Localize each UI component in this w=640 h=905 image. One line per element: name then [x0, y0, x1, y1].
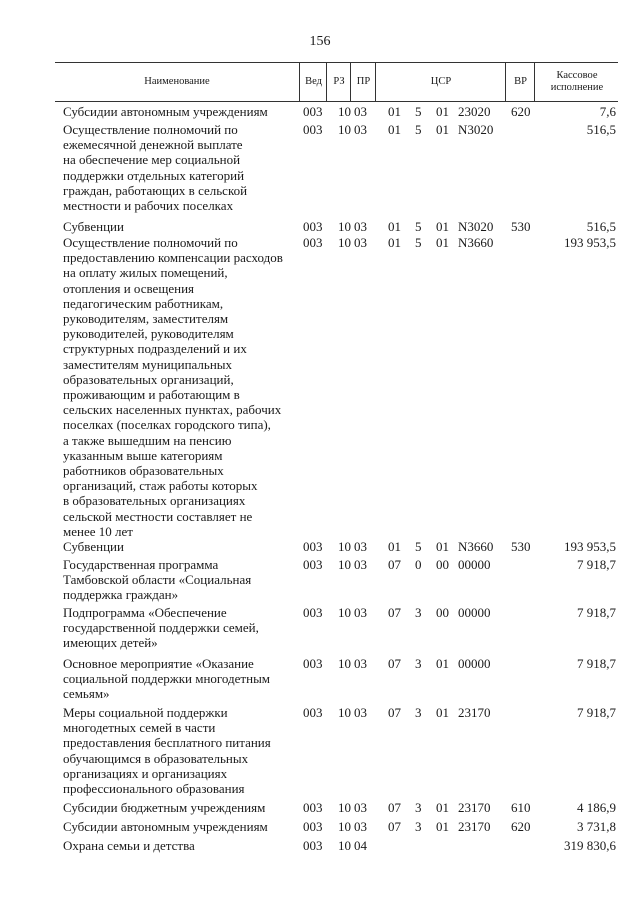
row-pr: 03	[354, 819, 367, 834]
row-csr-2: 3	[415, 605, 422, 620]
row-csr-2: 3	[415, 800, 422, 815]
row-vr: 610	[511, 800, 531, 815]
row-rz: 10	[338, 104, 351, 119]
row-csr-1: 01	[388, 104, 401, 119]
header-ved: Вед	[299, 63, 327, 101]
row-amount: 4 186,9	[577, 800, 616, 815]
row-csr-1: 01	[388, 539, 401, 554]
row-amount: 319 830,6	[564, 838, 616, 853]
row-pr: 03	[354, 122, 367, 137]
row-csr-1: 07	[388, 605, 401, 620]
row-name: Субсидии бюджетным учреждениям	[63, 800, 266, 815]
row-name: Осуществление полномочий по предоставлению компенсации расходов на оплату жилых помещений, отопления и освещения педагогическим работникам, руководителям, заместителям руководителей, руководителям структурных подразделений и их заместителям муниципальных образовательных организаций, проживающим и работающим в сельских населенных пунктах, рабочих поселках (поселках городского типа), а также вышедшим на пенсию указанным выше категориям работников образовательных организаций, стаж работы которых в образовательных организациях сельской местности составляет не менее 10 лет	[63, 235, 283, 539]
row-amount: 516,5	[586, 122, 616, 137]
row-csr-4: 23170	[458, 819, 491, 834]
row-amount: 7 918,7	[577, 557, 616, 572]
row-name: Меры социальной поддержки многодетных семей в части предоставления бесплатного питания обучающимся в образовательных организациях и организациях профессионального образования	[63, 705, 271, 797]
row-rz: 10	[338, 122, 351, 137]
row-amount: 193 953,5	[564, 539, 616, 554]
row-csr-3: 01	[436, 235, 449, 250]
row-amount: 7 918,7	[577, 605, 616, 620]
row-name: Государственная программа Тамбовской области «Социальная поддержка граждан»	[63, 557, 252, 603]
row-csr-1: 01	[388, 235, 401, 250]
row-csr-2: 3	[415, 705, 422, 720]
row-csr-3: 00	[436, 605, 449, 620]
row-name: Субвенции	[63, 539, 124, 554]
row-name: Основное мероприятие «Оказание социальной поддержки многодетным семьям»	[63, 656, 271, 702]
row-amount: 516,5	[586, 219, 616, 234]
row-csr-4: N3660	[458, 235, 494, 250]
row-csr-1: 01	[388, 219, 401, 234]
row-csr-2: 3	[415, 656, 422, 671]
row-pr: 03	[354, 104, 367, 119]
row-pr: 03	[354, 219, 367, 234]
page-number: 156	[309, 34, 331, 49]
row-csr-4: N3020	[458, 219, 494, 234]
row-rz: 10	[338, 705, 351, 720]
row-amount: 7 918,7	[577, 656, 616, 671]
header-pr: ПР	[350, 63, 376, 101]
row-ved: 003	[303, 605, 323, 620]
row-name: Подпрограмма «Обеспечение государственной поддержки семей, имеющих детей»	[63, 605, 259, 651]
row-csr-1: 07	[388, 557, 401, 572]
row-rz: 10	[338, 219, 351, 234]
row-rz: 10	[338, 656, 351, 671]
row-rz: 10	[338, 605, 351, 620]
row-ved: 003	[303, 557, 323, 572]
row-ved: 003	[303, 656, 323, 671]
row-csr-4: 00000	[458, 656, 491, 671]
row-name: Охрана семьи и детства	[63, 838, 195, 853]
row-vr: 530	[511, 219, 531, 234]
row-csr-2: 5	[415, 122, 422, 137]
row-csr-4: N3660	[458, 539, 494, 554]
row-csr-2: 5	[415, 104, 422, 119]
row-csr-2: 0	[415, 557, 422, 572]
row-ved: 003	[303, 219, 323, 234]
row-csr-2: 5	[415, 235, 422, 250]
row-pr: 03	[354, 557, 367, 572]
row-csr-3: 01	[436, 219, 449, 234]
row-csr-2: 5	[415, 539, 422, 554]
row-name: Субсидии автономным учреждениям	[63, 104, 268, 119]
row-ved: 003	[303, 235, 323, 250]
row-ved: 003	[303, 104, 323, 119]
row-csr-3: 01	[436, 104, 449, 119]
row-csr-4: 00000	[458, 605, 491, 620]
row-csr-2: 5	[415, 219, 422, 234]
row-name: Субсидии автономным учреждениям	[63, 819, 268, 834]
row-csr-1: 07	[388, 819, 401, 834]
row-rz: 10	[338, 838, 351, 853]
row-csr-4: 23170	[458, 705, 491, 720]
row-rz: 10	[338, 819, 351, 834]
row-ved: 003	[303, 539, 323, 554]
table-header	[55, 62, 618, 102]
row-pr: 03	[354, 705, 367, 720]
row-pr: 03	[354, 800, 367, 815]
row-csr-4: N3020	[458, 122, 494, 137]
row-name: Осуществление полномочий по ежемесячной денежной выплате на обеспечение мер социальной поддержки отдельных категорий граждан, работающих в сельской местности и рабочих поселках	[63, 122, 248, 214]
row-amount: 193 953,5	[564, 235, 616, 250]
row-pr: 03	[354, 235, 367, 250]
row-vr: 620	[511, 819, 531, 834]
row-csr-2: 3	[415, 819, 422, 834]
row-amount: 7,6	[599, 104, 616, 119]
row-csr-4: 23170	[458, 800, 491, 815]
row-vr: 620	[511, 104, 531, 119]
row-csr-1: 07	[388, 656, 401, 671]
row-amount: 3 731,8	[577, 819, 616, 834]
row-pr: 03	[354, 656, 367, 671]
row-ved: 003	[303, 838, 323, 853]
row-csr-1: 07	[388, 800, 401, 815]
row-vr: 530	[511, 539, 531, 554]
row-amount: 7 918,7	[577, 705, 616, 720]
row-rz: 10	[338, 235, 351, 250]
row-ved: 003	[303, 800, 323, 815]
row-csr-3: 00	[436, 557, 449, 572]
row-rz: 10	[338, 557, 351, 572]
row-csr-3: 01	[436, 539, 449, 554]
row-rz: 10	[338, 539, 351, 554]
row-pr: 03	[354, 539, 367, 554]
row-csr-3: 01	[436, 122, 449, 137]
row-ved: 003	[303, 819, 323, 834]
header-name: Наименование	[144, 76, 210, 87]
row-ved: 003	[303, 122, 323, 137]
row-csr-1: 01	[388, 122, 401, 137]
row-csr-1: 07	[388, 705, 401, 720]
row-csr-4: 00000	[458, 557, 491, 572]
row-csr-4: 23020	[458, 104, 491, 119]
row-csr-3: 01	[436, 819, 449, 834]
row-csr-3: 01	[436, 656, 449, 671]
row-name: Субвенции	[63, 219, 124, 234]
row-pr: 03	[354, 605, 367, 620]
row-rz: 10	[338, 800, 351, 815]
row-csr-3: 01	[436, 705, 449, 720]
row-ved: 003	[303, 705, 323, 720]
row-pr: 04	[354, 838, 367, 853]
row-csr-3: 01	[436, 800, 449, 815]
header-csr: ЦСР	[375, 63, 506, 101]
header-amount: Кассовое исполнение	[534, 63, 619, 101]
header-rz: РЗ	[326, 63, 351, 101]
header-vr: ВР	[505, 63, 535, 101]
